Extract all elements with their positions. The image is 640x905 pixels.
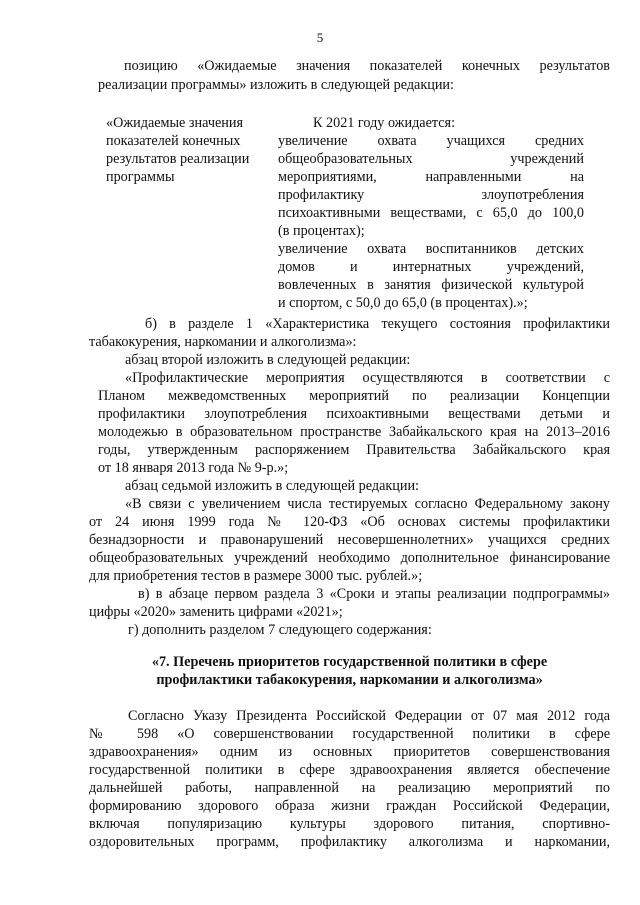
final-line-4: государственной политики в сфере здравоохранения является обеспечение: [89, 762, 610, 778]
section-heading-line-1: «7. Перечень приоритетов государственной политики в сфере: [151, 654, 548, 670]
final-line-1: Согласно Указу Президента Российской Федерации от 07 мая 2012 года: [128, 708, 610, 724]
table-right-line-6: психоактивными веществами, с 65,0 до 100,0: [278, 205, 584, 221]
intro-line-2: реализации программы» изложить в следующей редакции:: [98, 77, 454, 93]
table-right-line-9: домов и интернатных учреждений,: [278, 259, 584, 275]
body-line-16: в) в абзаце первом раздела 3 «Сроки и этапы реализации подпрограммы»: [138, 586, 610, 602]
body-line-12: от 24 июня 1999 года № 120-ФЗ «Об основах системы профилактики: [89, 514, 610, 530]
table-right-line-1: К 2021 году ожидается:: [313, 115, 456, 131]
table-left-line-3: результатов реализации: [106, 151, 250, 167]
body-line-7: молодежью в образовательном пространстве Забайкальского края на 2013–2016: [98, 424, 610, 440]
table-right-line-10: вовлеченных в занятия физической культурой: [278, 277, 584, 293]
body-line-2: табакокурения, наркомании и алкоголизма»:: [89, 334, 357, 350]
table-right-line-8: увеличение охвата воспитанников детских: [278, 241, 584, 257]
table-right-line-3: общеобразовательных учреждений: [278, 151, 584, 167]
body-line-5: Планом межведомственных мероприятий по реализации Концепции: [98, 388, 610, 404]
body-line-6: профилактики злоупотребления психоактивными веществами детьми и: [98, 406, 610, 422]
body-line-8: годы, утвержденным распоряжением Правительства Забайкальского края: [98, 442, 610, 458]
final-line-3: здравоохранения» одним из основных приоритетов совершенствования: [89, 744, 610, 760]
page-number: 5: [316, 30, 324, 45]
section-heading-line-2: профилактики табакокурения, наркомании и алкоголизма»: [156, 672, 543, 688]
table-right-line-4: мероприятиями, направленными на: [278, 169, 584, 185]
final-line-6: формированию здорового образа жизни граждан Российской Федерации,: [89, 798, 610, 814]
body-line-15: для приобретения тестов в размере 3000 тыс. рублей.»;: [89, 568, 423, 584]
final-line-2: № 598 «О совершенствовании государственной политики в сфере: [89, 726, 610, 742]
final-line-7: включая популяризацию культуры здорового питания, спортивно-: [89, 816, 610, 832]
table-right-line-11: и спортом, с 50,0 до 65,0 (в процентах).»;: [278, 295, 528, 311]
body-line-1: б) в разделе 1 «Характеристика текущего состояния профилактики: [145, 316, 610, 332]
table-right-line-5: профилактику злоупотребления: [278, 187, 584, 203]
body-line-10: абзац седьмой изложить в следующей редакции:: [125, 478, 420, 494]
body-line-4: «Профилактические мероприятия осуществляются в соответствии с: [125, 370, 610, 386]
body-line-17: цифры «2020» заменить цифрами «2021»;: [89, 604, 343, 620]
final-line-8: оздоровительных программ, профилактику алкоголизма и наркомании,: [89, 834, 610, 850]
final-line-5: дальнейшей работы, направленной на реализацию мероприятий по: [89, 780, 610, 796]
body-line-11: «В связи с увеличением числа тестируемых согласно Федеральному закону: [125, 496, 610, 512]
body-line-14: общеобразовательных учреждений необходимо дополнительное финансирование: [89, 550, 610, 566]
body-line-3: абзац второй изложить в следующей редакции:: [125, 352, 411, 368]
body-line-13: безнадзорности и правонарушений несовершеннолетних» учащихся средних: [89, 532, 610, 548]
table-right-line-7: (в процентах);: [278, 223, 365, 239]
body-line-18: г) дополнить разделом 7 следующего содержания:: [128, 622, 432, 638]
table-left-line-1: «Ожидаемые значения: [106, 115, 243, 131]
intro-line-1: позицию «Ожидаемые значения показателей конечных результатов: [124, 58, 610, 74]
table-right-line-2: увеличение охвата учащихся средних: [278, 133, 584, 149]
body-line-9: от 18 января 2013 года № 9-р.»;: [98, 460, 289, 476]
table-left-line-2: показателей конечных: [106, 133, 241, 149]
table-left-line-4: программы: [106, 169, 175, 185]
